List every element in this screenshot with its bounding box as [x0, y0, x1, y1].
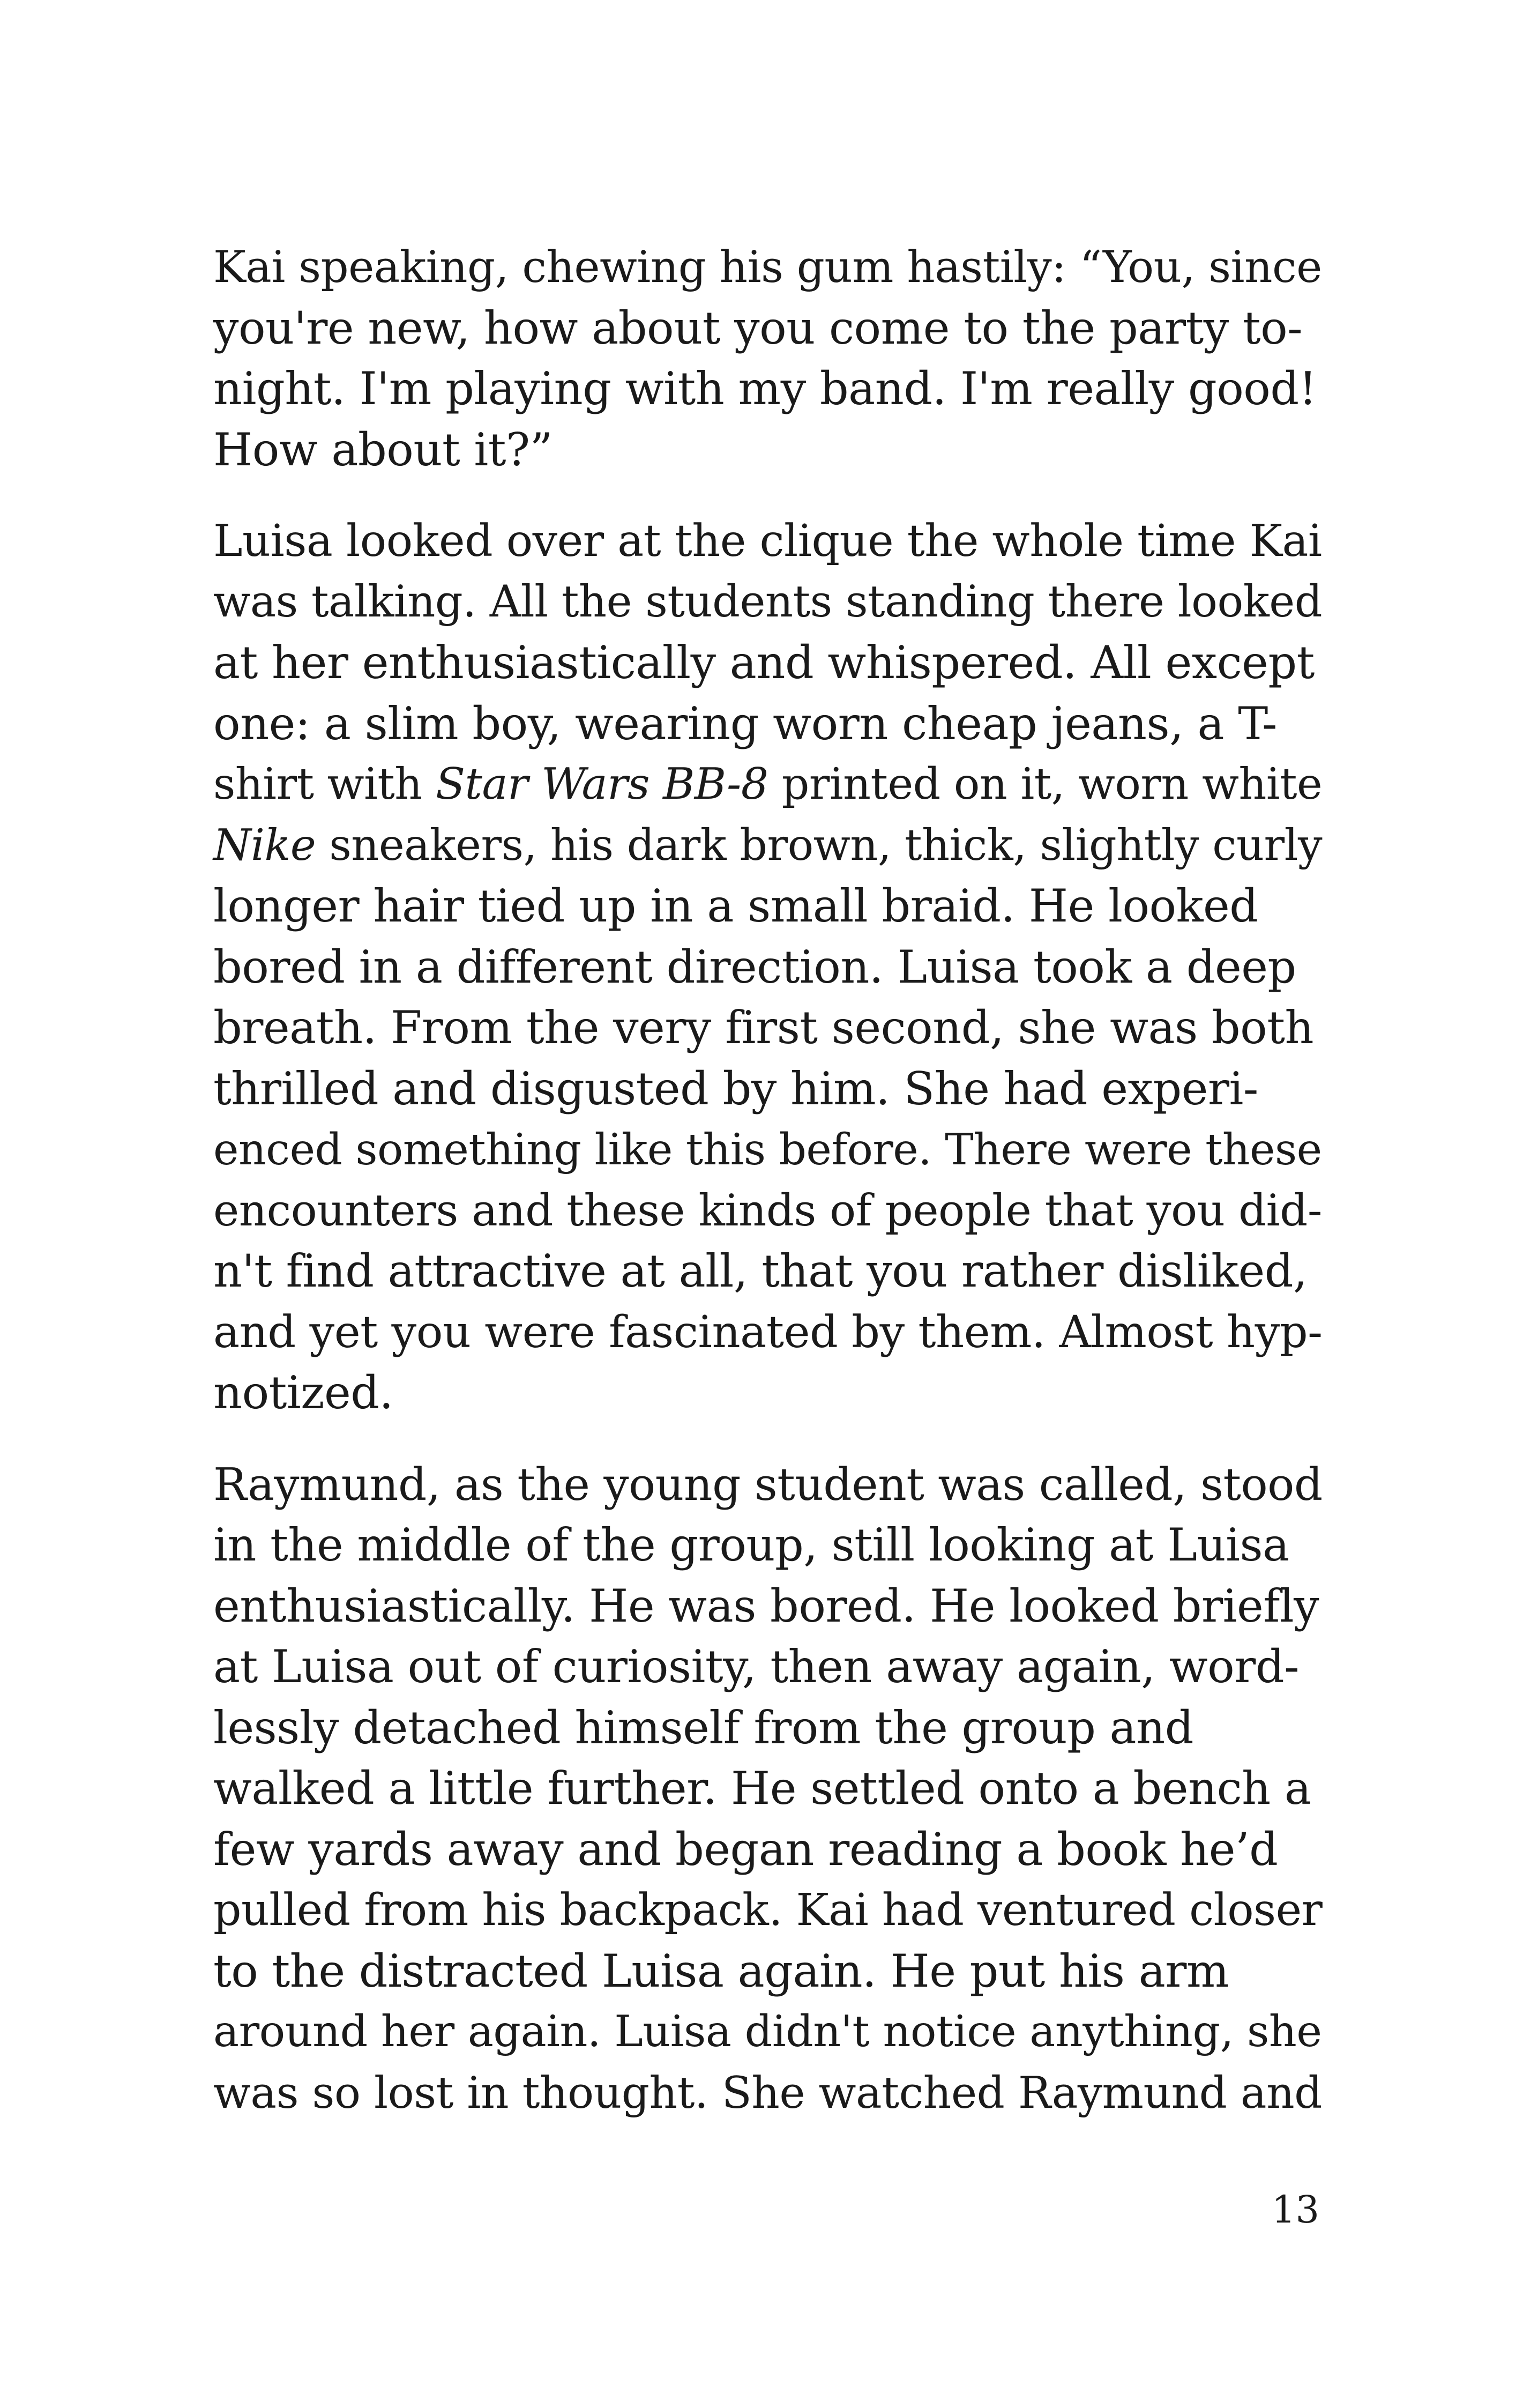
text-line: night. I'm playing with my band. I'm really good! [213, 362, 1317, 415]
text-line: one: a slim boy, wearing worn cheap jeans, a T- [213, 697, 1277, 750]
paragraph-1 [213, 237, 1323, 480]
text-line: walked a little further. He settled onto a bench a [213, 1762, 1311, 1815]
paragraph-spacer [213, 480, 1323, 511]
text-line: lessly detached himself from the group and [213, 1701, 1194, 1754]
italic-brand: Nike [213, 820, 316, 871]
text-line: Luisa looked over at the clique the whole time Kai [213, 516, 1322, 567]
text-line: at her enthusiastically and whispered. All except [213, 636, 1315, 689]
text-line: breath. From the very first second, she was both [213, 1001, 1314, 1054]
text-line: enced something like this before. There were these [213, 1125, 1322, 1175]
text-line: enthusiastically. He was bored. He looked briefly [213, 1579, 1319, 1632]
text-run: printed on it, worn white [768, 759, 1323, 809]
text-line: longer hair tied up in a small braid. He looked [213, 880, 1258, 932]
paragraph-2 [213, 511, 1323, 1424]
text-line: bored in a different direction. Luisa took a deep [213, 940, 1296, 993]
text-line: pulled from his backpack. Kai had ventured closer [213, 1885, 1323, 1936]
text-line [213, 815, 1323, 876]
text-line: was so lost in thought. She watched Raymund and [213, 2067, 1322, 2119]
italic-title: Star Wars BB-8 [435, 759, 768, 809]
page-number: 13 [1271, 2188, 1319, 2232]
text-line: notized. [213, 1366, 393, 1419]
text-line: around her again. Luisa didn't notice anything, she [213, 2006, 1322, 2057]
text-line: Kai speaking, chewing his gum hastily: “You, since [213, 242, 1322, 293]
text-line [213, 754, 1323, 815]
body-text [213, 237, 1323, 2123]
text-line: in the middle of the group, still looking at Luisa [213, 1519, 1289, 1571]
paragraph-3 [213, 1454, 1323, 2124]
text-run: shirt with [213, 759, 436, 809]
text-line: thrilled and disgusted by him. She had experi- [213, 1062, 1258, 1115]
text-line: few yards away and began reading a book he’d [213, 1823, 1278, 1876]
text-line: encounters and these kinds of people that you did- [213, 1185, 1322, 1236]
text-line: to the distracted Luisa again. He put his arm [213, 1944, 1229, 1997]
paragraph-spacer [213, 1424, 1323, 1454]
text-line: How about it?” [213, 423, 553, 476]
text-run: sneakers, his dark brown, thick, slightly curly [316, 820, 1323, 871]
text-line: n't find attractive at all, that you rather disliked, [213, 1245, 1308, 1297]
text-line: was talking. All the students standing there looked [213, 576, 1323, 627]
text-line: Raymund, as the young student was called, stood [213, 1458, 1323, 1511]
text-line: you're new, how about you come to the party to- [213, 301, 1303, 354]
text-line: and yet you were fascinated by them. Almost hyp- [213, 1306, 1323, 1358]
text-line: at Luisa out of curiosity, then away again, word- [213, 1640, 1299, 1693]
